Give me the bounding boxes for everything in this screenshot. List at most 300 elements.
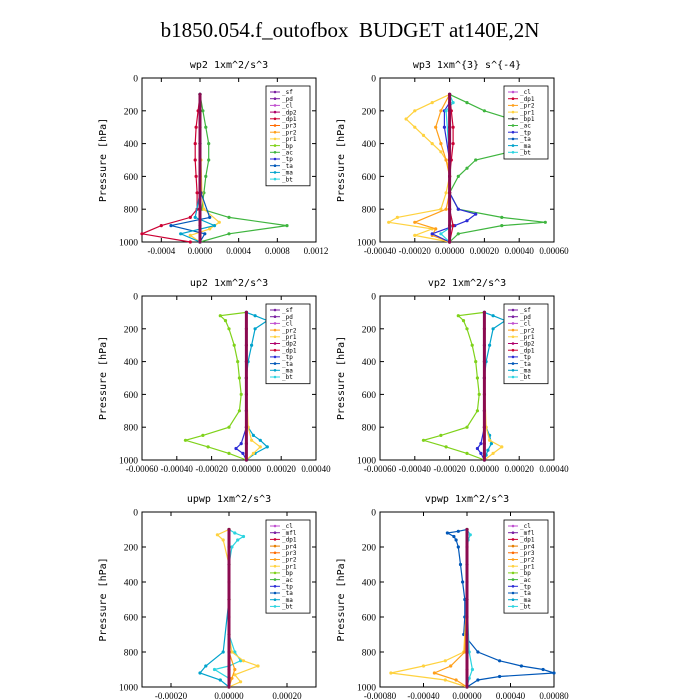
- legend-marker: [512, 376, 515, 379]
- series-point-ma: [254, 327, 257, 330]
- series-point-pr1: [250, 439, 253, 442]
- series-point-cl: [465, 633, 468, 636]
- series-point-pr1: [218, 221, 221, 224]
- y-tick-label: 800: [361, 423, 376, 434]
- legend-label: _ta: [520, 590, 531, 598]
- series-point-ma: [194, 216, 197, 219]
- series-point-dp2: [245, 393, 248, 396]
- series-point-ta: [457, 545, 460, 548]
- legend-label: _ac: [282, 576, 293, 584]
- series-point-cl: [448, 158, 451, 161]
- series-point-bt: [471, 668, 474, 671]
- y-tick-label: 600: [123, 390, 138, 401]
- legend-marker: [512, 91, 515, 94]
- x-tick-label: -0.00080: [363, 691, 397, 700]
- series-point-tp: [443, 126, 446, 129]
- series-point-cl: [448, 109, 451, 112]
- legend-label: _pd: [282, 313, 293, 321]
- series-point-pr2: [413, 221, 416, 224]
- y-tick-label: 800: [123, 205, 138, 216]
- series-point-sf: [198, 158, 201, 161]
- x-tick-label: -0.00040: [160, 464, 193, 474]
- series-point-bp: [233, 344, 236, 347]
- legend-marker: [274, 118, 277, 121]
- legend-label: _pr2: [520, 102, 535, 110]
- legend-marker: [274, 585, 277, 588]
- chart-title: upwp 1xm^2/s^3: [186, 494, 272, 505]
- series-point-pr2: [439, 109, 442, 112]
- x-tick-label: 0.0008: [264, 246, 290, 256]
- series-point-cl: [227, 598, 230, 601]
- legend-marker: [512, 349, 515, 352]
- legend-label: _pd: [282, 95, 293, 103]
- legend-label: _pr1: [282, 334, 297, 341]
- series-point-dp2: [245, 426, 248, 429]
- series-point-pr2: [439, 142, 442, 145]
- series-point-ma: [492, 327, 495, 330]
- chart-panel-3: [98, 278, 331, 474]
- legend-label: _pr1: [520, 109, 535, 117]
- y-tick-label: 1000: [119, 456, 138, 467]
- x-tick-label: 0.00000: [434, 246, 465, 256]
- series-point-bp: [474, 360, 477, 363]
- x-tick-label: 0.00000: [214, 691, 244, 700]
- series-point-cl: [448, 175, 451, 178]
- series-point-ta: [452, 535, 455, 538]
- series-point-cl: [465, 528, 468, 531]
- legend-marker: [274, 91, 277, 94]
- series-point-ma: [488, 344, 491, 347]
- series-point-cl: [448, 191, 451, 194]
- series-point-pr1: [488, 439, 491, 442]
- series-point-ma: [486, 449, 489, 452]
- legend-label: _sf: [520, 307, 531, 315]
- series-point-ta: [498, 675, 501, 678]
- legend-label: _sf: [282, 307, 293, 315]
- legend-marker: [512, 329, 515, 332]
- series-point-ac: [465, 167, 468, 170]
- series-point-tp: [234, 447, 237, 450]
- series-point-dp1: [160, 224, 163, 227]
- chart-title: wp2 1xm^2/s^3: [189, 60, 269, 71]
- series-point-ma: [219, 678, 222, 681]
- legend-marker: [274, 329, 277, 332]
- series-point-dp2: [483, 458, 486, 461]
- y-tick-label: 600: [361, 613, 376, 624]
- series-point-ac: [227, 232, 230, 235]
- legend-label: _dp1: [520, 95, 535, 103]
- legend-marker: [274, 545, 277, 548]
- series-point-bp: [201, 434, 204, 437]
- legend-marker: [274, 309, 277, 312]
- legend-label: _bp: [282, 142, 293, 150]
- series-point-dp1: [452, 142, 455, 145]
- x-tick-label: 0.00020: [266, 464, 296, 474]
- legend-label: _cl: [282, 102, 293, 110]
- series-point-tp: [241, 452, 244, 455]
- series-point-bp: [465, 327, 468, 330]
- legend-label: _dp1: [520, 536, 535, 544]
- series-point-pr2: [434, 227, 437, 230]
- legend-marker: [512, 309, 515, 312]
- series-point-ma: [198, 671, 201, 674]
- y-axis-label: Pressure [hPa]: [336, 335, 347, 421]
- legend-label: _dp2: [282, 340, 297, 348]
- series-point-ac: [457, 175, 460, 178]
- series-point-ac: [204, 175, 207, 178]
- legend-marker: [274, 572, 277, 575]
- series-point-bp: [207, 445, 210, 448]
- y-tick-label: 200: [123, 107, 138, 118]
- x-tick-label: 0.0000: [187, 246, 213, 256]
- legend-label: _cl: [282, 320, 293, 328]
- chart-title: vpwp 1xm^2/s^3: [424, 494, 510, 505]
- legend-label: _pr4: [520, 543, 535, 551]
- legend-label: _dp1: [520, 347, 535, 355]
- legend-label: _bp1: [520, 116, 535, 123]
- x-tick-label: 0.00020: [504, 464, 534, 474]
- series-point-tp: [476, 447, 479, 450]
- legend-marker: [512, 531, 515, 534]
- y-axis-label: Pressure [hPa]: [336, 557, 347, 642]
- legend-label: _cl: [520, 320, 531, 328]
- series-point-pr1: [389, 671, 392, 674]
- y-tick-label: 1000: [119, 238, 138, 249]
- series-point-dp2: [483, 327, 486, 330]
- series-point-ma: [179, 232, 182, 235]
- series-point-ma: [252, 434, 255, 437]
- x-tick-label: 0.00040: [539, 464, 569, 474]
- legend-label: _dp2: [282, 109, 297, 117]
- legend-label: _bt: [520, 603, 531, 611]
- series-point-dp1: [452, 126, 455, 129]
- x-tick-label: -0.00020: [433, 464, 466, 474]
- series-point-ac: [207, 142, 210, 145]
- series-point-tp: [479, 452, 482, 455]
- legend-label: _ta: [282, 360, 293, 368]
- series-point-cl: [227, 633, 230, 636]
- series-point-bt: [445, 109, 448, 112]
- chart-title: wp3 1xm^{3} s^{-4}: [412, 60, 522, 71]
- legend-marker: [274, 578, 277, 581]
- legend-label: _dp1: [282, 347, 297, 355]
- series-point-ac: [465, 101, 468, 104]
- y-axis-label: Pressure [hPa]: [98, 117, 109, 203]
- series-point-ma: [213, 224, 216, 227]
- legend-label: _ma: [282, 596, 293, 604]
- series-point-pr2: [433, 671, 436, 674]
- x-tick-label: 0.00000: [231, 464, 262, 474]
- legend-label: _cl: [520, 523, 531, 531]
- series-point-pr1: [444, 659, 447, 662]
- x-tick-label: -0.00020: [398, 246, 431, 256]
- series-point-pr1: [444, 678, 447, 681]
- series-point-bp: [476, 409, 479, 412]
- series-point-pr2: [233, 668, 236, 671]
- legend-label: _pd: [520, 313, 531, 321]
- legend-marker: [512, 525, 515, 528]
- y-axis-label: Pressure [hPa]: [98, 335, 109, 421]
- series-point-ta: [208, 216, 211, 219]
- series-point-bp: [236, 360, 239, 363]
- series-point-cl: [465, 545, 468, 548]
- legend-label: _bt: [282, 176, 293, 184]
- series-point-ac: [483, 109, 486, 112]
- series-point-pr1: [431, 142, 434, 145]
- legend-marker: [512, 97, 515, 100]
- series-point-ac: [544, 221, 547, 224]
- series-point-bp: [240, 393, 243, 396]
- series-point-pr1: [256, 664, 259, 667]
- y-tick-label: 0: [371, 508, 376, 519]
- legend-marker: [512, 578, 515, 581]
- series-point-dp2: [483, 393, 486, 396]
- legend-label: _tp: [282, 583, 293, 591]
- series-point-sf: [198, 93, 201, 96]
- series-point-cl: [227, 545, 230, 548]
- series-point-bp: [184, 439, 187, 442]
- legend-marker: [512, 336, 515, 339]
- legend-label: _tp: [282, 156, 293, 164]
- y-tick-label: 600: [123, 613, 138, 624]
- series-point-cl: [227, 650, 230, 653]
- legend-marker: [512, 111, 515, 114]
- series-point-tp: [474, 213, 477, 216]
- x-tick-label: 0.00060: [539, 246, 569, 256]
- series-point-pr1: [422, 664, 425, 667]
- series-point-cl: [448, 240, 451, 243]
- series-point-ta: [169, 224, 172, 227]
- legend-label: _pr1: [282, 563, 297, 571]
- chart-title: vp2 1xm^2/s^3: [427, 278, 507, 289]
- y-tick-label: 400: [123, 578, 138, 589]
- legend-label: _dp1: [282, 536, 297, 544]
- series-point-bp: [219, 314, 222, 317]
- legend-label: _ma: [282, 169, 293, 177]
- series-point-cl: [465, 580, 468, 583]
- series-point-tp: [240, 442, 243, 445]
- series-point-pr1: [413, 126, 416, 129]
- legend-marker: [512, 118, 515, 121]
- series-point-pr2: [445, 158, 448, 161]
- series-point-bp: [462, 319, 465, 322]
- series-point-sf: [198, 191, 201, 194]
- legend-marker: [274, 158, 277, 161]
- legend-label: _bt: [520, 149, 531, 157]
- series-point-pr1: [405, 117, 408, 120]
- legend-marker: [512, 545, 515, 548]
- y-tick-label: 200: [123, 325, 138, 336]
- series-point-ta: [457, 530, 460, 533]
- x-tick-label: 0.00000: [452, 691, 482, 700]
- legend-label: _pr4: [282, 543, 297, 551]
- legend-marker: [274, 97, 277, 100]
- series-point-pr1: [208, 227, 211, 230]
- y-tick-label: 400: [123, 358, 138, 369]
- series-point-cl: [465, 615, 468, 618]
- series-point-bt: [230, 545, 233, 548]
- legend-label: _bt: [282, 603, 293, 611]
- series-point-dp2: [245, 327, 248, 330]
- series-point-bp: [476, 376, 479, 379]
- series-point-bp: [445, 445, 448, 448]
- series-point-ma: [492, 314, 495, 317]
- legend-label: _sf: [282, 89, 293, 97]
- legend-marker: [512, 124, 515, 127]
- legend-label: _bt: [282, 374, 293, 382]
- legend-marker: [274, 144, 277, 147]
- series-point-tp: [457, 208, 460, 211]
- series-point-ta: [459, 563, 462, 566]
- legend-marker: [512, 538, 515, 541]
- series-point-bp: [238, 409, 241, 412]
- series-point-pr1: [222, 538, 225, 541]
- series-point-bt: [452, 101, 455, 104]
- legend-marker: [512, 605, 515, 608]
- x-tick-label: 0.00000: [469, 464, 500, 474]
- legend-label: _ta: [282, 590, 293, 598]
- x-tick-label: -0.00020: [154, 691, 188, 700]
- y-axis-label: Pressure [hPa]: [336, 117, 347, 203]
- series-point-bp: [465, 452, 468, 455]
- y-tick-label: 600: [123, 172, 138, 183]
- x-tick-label: 0.00080: [539, 691, 569, 700]
- series-point-bt: [242, 535, 245, 538]
- legend-marker: [274, 178, 277, 181]
- series-point-sf: [198, 224, 201, 227]
- legend-label: _ta: [520, 360, 531, 368]
- series-point-pr1: [445, 191, 448, 194]
- legend-marker: [274, 138, 277, 141]
- legend-label: _ma: [520, 367, 531, 375]
- legend-marker: [274, 538, 277, 541]
- series-point-dp1: [189, 216, 192, 219]
- series-point-bt: [439, 232, 442, 235]
- legend-marker: [512, 585, 515, 588]
- series-point-dp2: [245, 344, 248, 347]
- legend-marker: [512, 356, 515, 359]
- series-point-dp2: [245, 311, 248, 314]
- series-point-pr2: [449, 664, 452, 667]
- series-point-ac: [227, 216, 230, 219]
- legend-label: _pr2: [520, 327, 535, 335]
- legend-marker: [512, 138, 515, 141]
- legend-marker: [274, 111, 277, 114]
- series-point-dp2: [245, 360, 248, 363]
- legend-marker: [274, 124, 277, 127]
- series-point-pr1: [252, 452, 255, 455]
- legend-label: _pr1: [520, 563, 535, 571]
- series-point-dp2: [245, 376, 248, 379]
- legend-marker: [512, 144, 515, 147]
- series-point-pr1: [242, 659, 245, 662]
- series-point-cl: [227, 615, 230, 618]
- legend-marker: [512, 598, 515, 601]
- series-point-dp2: [245, 442, 248, 445]
- y-tick-label: 400: [361, 140, 376, 151]
- x-tick-label: -0.00020: [195, 464, 228, 474]
- legend-marker: [512, 342, 515, 345]
- x-tick-label: -0.00040: [407, 691, 440, 700]
- series-point-cl: [227, 563, 230, 566]
- series-point-ac: [457, 232, 460, 235]
- series-point-ta: [455, 538, 458, 541]
- series-point-cl: [465, 563, 468, 566]
- series-point-dp2: [245, 409, 248, 412]
- y-tick-label: 800: [123, 648, 138, 659]
- series-point-dp2: [483, 360, 486, 363]
- series-point-ac: [474, 158, 477, 161]
- x-tick-label: 0.0012: [303, 246, 329, 256]
- legend-label: _dp2: [520, 340, 535, 348]
- series-point-bt: [469, 533, 472, 536]
- series-point-pr1: [422, 134, 425, 137]
- legend-label: _tp: [520, 129, 531, 137]
- legend-label: _bp: [282, 570, 293, 578]
- x-tick-label: 0.00040: [301, 464, 331, 474]
- legend-marker: [512, 362, 515, 365]
- chart-panel-4: [336, 278, 569, 474]
- chart-panel-2: [336, 60, 569, 256]
- series-point-dp1: [194, 142, 197, 145]
- legend-marker: [274, 592, 277, 595]
- series-point-sf: [198, 126, 201, 129]
- series-point-cl: [448, 126, 451, 129]
- series-point-sf: [198, 142, 201, 145]
- series-point-pr1: [492, 452, 495, 455]
- series-point-cl: [465, 598, 468, 601]
- series-point-cl: [227, 685, 230, 688]
- legend-label: _tp: [282, 354, 293, 362]
- page-title: b1850.054.f_outofbox BUDGET at140E,2N: [160, 18, 540, 42]
- legend-label: _ma: [282, 367, 293, 375]
- legend-label: _ac: [520, 576, 531, 584]
- legend-marker: [274, 531, 277, 534]
- series-point-cl: [227, 580, 230, 583]
- series-point-ac: [500, 224, 503, 227]
- series-point-cl: [465, 668, 468, 671]
- series-point-cl: [465, 650, 468, 653]
- legend-label: _pr1: [282, 136, 297, 144]
- series-point-ta: [203, 232, 206, 235]
- y-tick-label: 1000: [119, 683, 138, 694]
- legend-label: _pr2: [520, 556, 535, 564]
- series-point-pr1: [230, 650, 233, 653]
- series-point-sf: [198, 240, 201, 243]
- series-point-ac: [285, 224, 288, 227]
- series-point-pr1: [413, 109, 416, 112]
- series-point-ac: [201, 109, 204, 112]
- series-point-pr1: [387, 221, 390, 224]
- series-point-dp2: [483, 426, 486, 429]
- series-point-dp2: [483, 442, 486, 445]
- series-point-sf: [198, 208, 201, 211]
- legend-marker: [512, 592, 515, 595]
- series-point-dp2: [483, 344, 486, 347]
- legend-label: _ta: [520, 136, 531, 144]
- series-point-tp: [431, 232, 434, 235]
- series-point-bp: [439, 434, 442, 437]
- series-point-dp1: [196, 191, 199, 194]
- series-point-cl: [448, 224, 451, 227]
- series-point-pr1: [500, 445, 503, 448]
- legend-marker: [512, 315, 515, 318]
- legend-label: _ta: [282, 162, 293, 170]
- y-tick-label: 600: [361, 172, 376, 183]
- y-tick-label: 400: [123, 140, 138, 151]
- y-tick-label: 800: [123, 423, 138, 434]
- series-point-ta: [498, 659, 501, 662]
